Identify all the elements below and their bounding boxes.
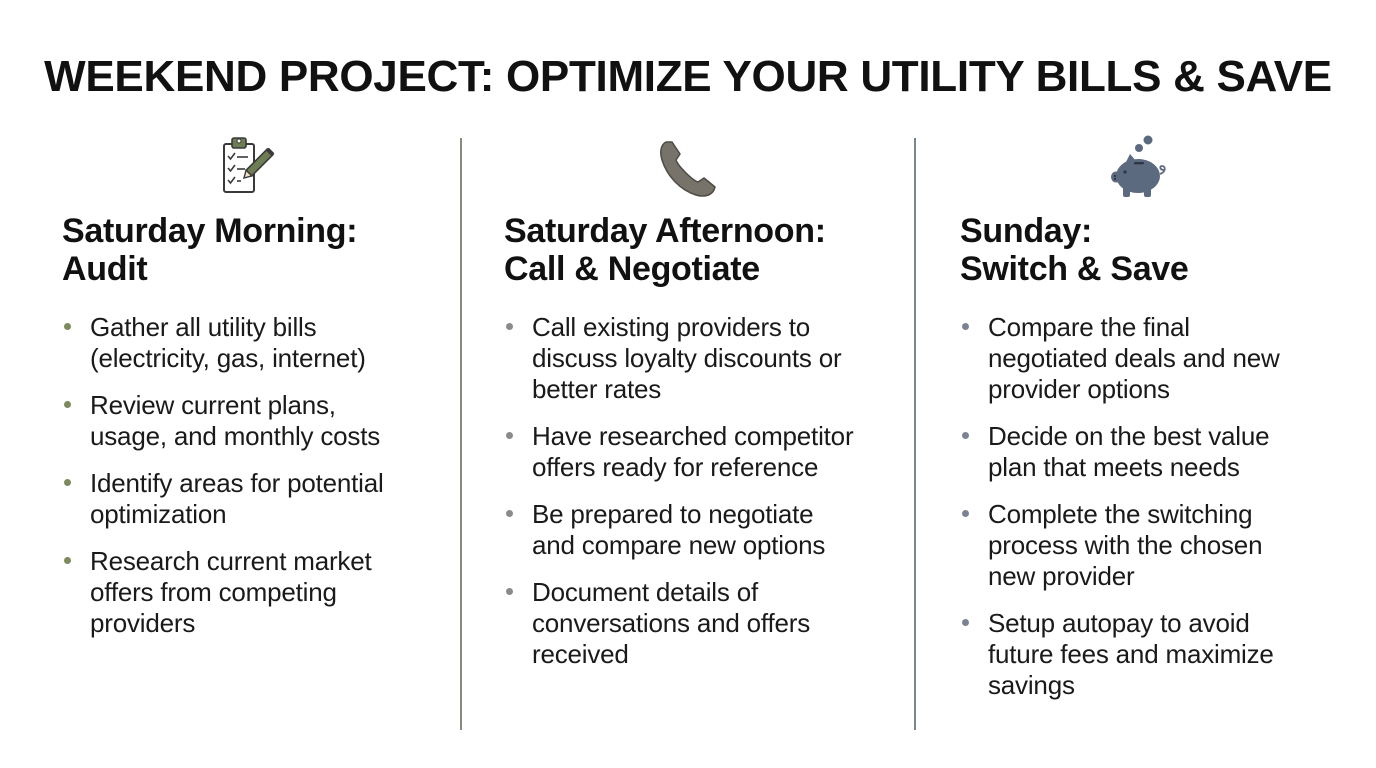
list-item: Compare the final negotiated deals and new provider options <box>960 312 1280 405</box>
list-item: Complete the switching process with the chosen new provider <box>960 499 1280 592</box>
bullet-list <box>960 312 1280 717</box>
list-item: Decide on the best value plan that meets needs <box>960 421 1280 483</box>
column-heading: Saturday Afternoon: Call & Negotiate <box>504 212 826 288</box>
phone-icon <box>652 132 724 204</box>
bullet-dot <box>962 432 969 439</box>
column-heading: Sunday: Switch & Save <box>960 212 1189 288</box>
column-divider-1 <box>460 138 462 730</box>
list-item: Review current plans, usage, and monthly costs <box>62 390 384 452</box>
bullet-list <box>62 312 384 655</box>
page-title: WEEKEND PROJECT: OPTIMIZE YOUR UTILITY BILLS & SAVE <box>44 52 1332 101</box>
bullet-dot <box>64 479 71 486</box>
bullet-dot <box>64 323 71 330</box>
clipboard-checklist-icon <box>208 132 280 204</box>
list-item: Setup autopay to avoid future fees and maximize savings <box>960 608 1280 701</box>
column-heading: Saturday Morning: Audit <box>62 212 358 288</box>
column-divider-2 <box>914 138 916 730</box>
list-item: Research current market offers from competing providers <box>62 546 384 639</box>
bullet-dot <box>962 619 969 626</box>
bullet-dot <box>64 401 71 408</box>
list-item: Call existing providers to discuss loyalty discounts or better rates <box>504 312 853 405</box>
bullet-dot <box>64 557 71 564</box>
list-item: Identify areas for potential optimization <box>62 468 384 530</box>
bullet-dot <box>506 432 513 439</box>
list-item: Have researched competitor offers ready for reference <box>504 421 853 483</box>
bullet-list <box>504 312 853 686</box>
list-item: Gather all utility bills (electricity, gas, internet) <box>62 312 384 374</box>
bullet-dot <box>506 588 513 595</box>
piggy-bank-icon <box>1104 132 1176 204</box>
list-item: Document details of conversations and offers received <box>504 577 853 670</box>
bullet-dot <box>506 323 513 330</box>
bullet-dot <box>962 510 969 517</box>
bullet-dot <box>962 323 969 330</box>
list-item: Be prepared to negotiate and compare new options <box>504 499 853 561</box>
bullet-dot <box>506 510 513 517</box>
